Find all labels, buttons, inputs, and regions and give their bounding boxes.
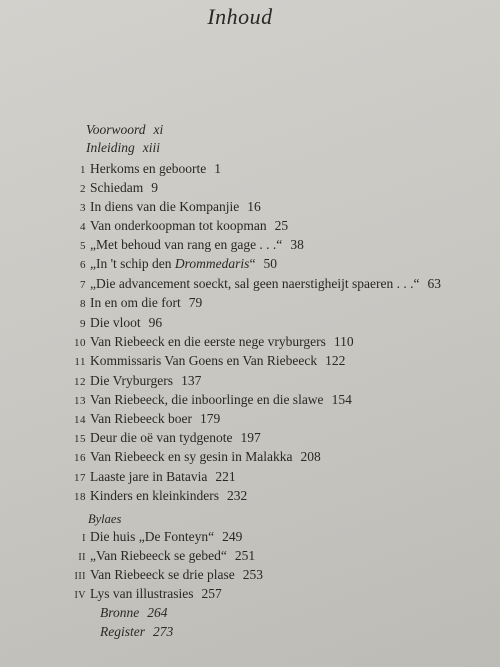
toc-entry-chapter bbox=[0, 295, 202, 311]
entry-page: 154 bbox=[331, 392, 352, 407]
entry-title-prefix: „In 't schip den bbox=[90, 256, 175, 271]
entry-title: In en om die fort bbox=[90, 295, 181, 310]
toc-entry-chapter bbox=[0, 334, 354, 350]
chapter-number: 2 bbox=[80, 183, 86, 195]
entry-page: 38 bbox=[290, 237, 304, 252]
entry-page: 253 bbox=[242, 567, 263, 582]
entry-title-ship-name: Drommedaris bbox=[174, 256, 250, 271]
chapter-number: 16 bbox=[74, 452, 86, 464]
entry-page: 221 bbox=[215, 469, 236, 484]
appendix-number: III bbox=[74, 571, 86, 582]
toc-entry-chapter bbox=[0, 469, 236, 485]
entry-page: 264 bbox=[147, 605, 168, 620]
toc-entry-chapter bbox=[0, 237, 304, 253]
page-title: Inhoud bbox=[207, 4, 273, 29]
chapter-number: 13 bbox=[74, 395, 86, 407]
chapter-number: 10 bbox=[74, 337, 86, 349]
toc-entry-chapter bbox=[0, 315, 162, 331]
entry-page: 273 bbox=[153, 624, 174, 639]
toc-entry-register bbox=[100, 624, 173, 640]
chapter-number: 14 bbox=[74, 414, 86, 426]
entry-title: Kommissaris Van Goens en Van Riebeeck bbox=[90, 353, 318, 368]
entry-title: Die Vryburgers bbox=[90, 373, 174, 388]
entry-page: 79 bbox=[188, 295, 203, 310]
toc-entry-chapter bbox=[0, 180, 158, 196]
entry-title: Van onderkoopman tot koopman bbox=[90, 218, 267, 233]
toc-entry-chapter bbox=[0, 411, 220, 427]
entry-title: Van Riebeeck boer bbox=[90, 411, 192, 426]
entry-page: 63 bbox=[427, 276, 441, 291]
appendix-number: IV bbox=[74, 590, 86, 601]
entry-page: 50 bbox=[263, 256, 277, 271]
entry-page: 122 bbox=[325, 353, 346, 368]
entry-page: 179 bbox=[199, 411, 221, 426]
toc-entry-chapter bbox=[0, 449, 321, 465]
toc-entry-chapter bbox=[0, 161, 221, 177]
chapter-number: 12 bbox=[74, 376, 86, 388]
entry-title: Lys van illustrasies bbox=[90, 586, 194, 601]
entry-title: Schiedam bbox=[90, 180, 144, 195]
chapter-number: 8 bbox=[80, 298, 86, 310]
chapter-number: 9 bbox=[80, 318, 86, 330]
appendix-heading: Bylaes bbox=[88, 512, 122, 526]
entry-title: Van Riebeeck, die inboorlinge en die slawe bbox=[90, 392, 324, 407]
toc-entry-chapter bbox=[0, 199, 261, 215]
entry-page: 1 bbox=[214, 161, 221, 176]
entry-title: Van Riebeeck se drie plase bbox=[90, 567, 235, 582]
toc-entry-chapter bbox=[0, 353, 345, 369]
toc-entry-chapter bbox=[0, 488, 247, 504]
entry-title: „Met behoud van rang en gage . . .“ bbox=[90, 237, 283, 252]
toc-entry-appendix bbox=[0, 529, 242, 545]
entry-page: 137 bbox=[181, 373, 202, 388]
entry-title: Die vloot bbox=[90, 315, 141, 330]
chapter-number: 3 bbox=[80, 202, 86, 214]
chapter-number: 5 bbox=[80, 240, 86, 252]
entry-page: 9 bbox=[151, 180, 158, 195]
entry-title: Inleiding bbox=[86, 140, 135, 155]
entry-title: Voorwoord bbox=[86, 122, 146, 137]
chapter-number: 6 bbox=[80, 259, 86, 271]
entry-page: 96 bbox=[148, 315, 163, 330]
toc-entry-chapter bbox=[0, 392, 352, 408]
entry-title: „Die advancement soeckt, sal geen naerstigheijt spaeren . . .“ bbox=[90, 276, 420, 291]
entry-title-suffix: “ bbox=[249, 256, 256, 271]
toc-entry-chapter bbox=[0, 256, 277, 272]
appendix-number: II bbox=[78, 552, 86, 563]
appendix-number: I bbox=[82, 533, 86, 544]
chapter-number: 4 bbox=[80, 221, 86, 233]
entry-page: 257 bbox=[201, 586, 222, 601]
entry-page: xi bbox=[153, 122, 164, 137]
toc-entry-chapter bbox=[0, 373, 201, 389]
toc-entry-bronne bbox=[100, 605, 168, 621]
toc-entry-voorwoord bbox=[86, 122, 163, 138]
entry-page: 232 bbox=[226, 488, 248, 503]
toc-entry-chapter bbox=[0, 276, 441, 292]
toc-entry-appendix bbox=[0, 548, 255, 564]
chapter-number: 18 bbox=[74, 491, 86, 503]
chapter-number: 17 bbox=[74, 472, 86, 484]
entry-title: Van Riebeeck en die eerste nege vryburgers bbox=[90, 334, 326, 349]
entry-title: Herkoms en geboorte bbox=[90, 161, 207, 176]
chapter-number: 1 bbox=[80, 164, 86, 176]
entry-page: 110 bbox=[333, 334, 354, 349]
entry-title: Deur die oë van tydgenote bbox=[90, 430, 233, 445]
entry-page: 197 bbox=[240, 430, 261, 445]
toc-entry-appendix bbox=[0, 586, 222, 602]
entry-title: Kinders en kleinkinders bbox=[90, 488, 219, 503]
toc-entry-chapter bbox=[0, 218, 288, 234]
entry-title: Laaste jare in Batavia bbox=[90, 469, 208, 484]
entry-title: Van Riebeeck en sy gesin in Malakka bbox=[90, 449, 293, 464]
entry-title: In diens van die Kompanjie bbox=[90, 199, 240, 214]
entry-title: „Van Riebeeck se gebed“ bbox=[90, 548, 227, 563]
chapter-number: 15 bbox=[74, 433, 86, 445]
toc-entry-inleiding bbox=[86, 140, 160, 156]
entry-title: Die huis „De Fonteyn“ bbox=[90, 529, 215, 544]
entry-page: 25 bbox=[274, 218, 289, 233]
entry-page: 251 bbox=[234, 548, 256, 563]
toc-entry-chapter bbox=[0, 430, 261, 446]
chapter-number: 7 bbox=[80, 279, 86, 291]
entry-page: 208 bbox=[300, 449, 321, 464]
entry-title: Bronne bbox=[100, 605, 140, 620]
entry-title: Register bbox=[100, 624, 145, 639]
entry-page: xiii bbox=[142, 140, 160, 155]
toc-entry-appendix bbox=[0, 567, 263, 583]
chapter-number: 11 bbox=[74, 356, 86, 368]
entry-page: 16 bbox=[247, 199, 261, 214]
entry-page: 249 bbox=[222, 529, 243, 544]
